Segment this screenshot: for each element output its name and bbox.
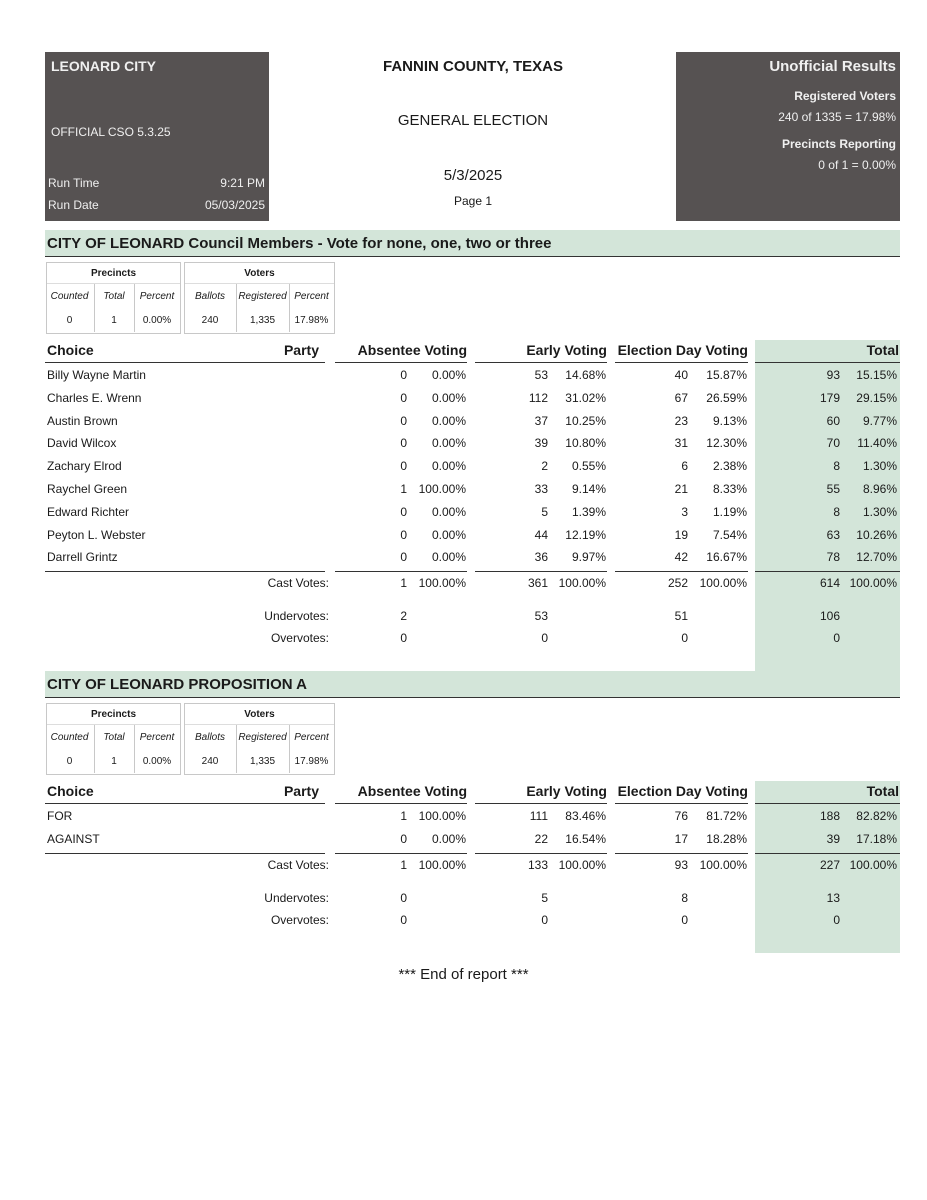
total-header: Total [866, 342, 899, 358]
cell-divider [289, 725, 290, 773]
absentee-votes: 1 [400, 809, 407, 823]
cell-divider [236, 725, 237, 773]
absentee-votes: 1 [400, 482, 407, 496]
choice-row [45, 364, 900, 386]
choice-name: Zachary Elrod [47, 459, 122, 474]
election-day-percent: 18.28% [706, 831, 747, 846]
election-day-percent: 26.59% [706, 390, 747, 405]
choice-name: Edward Richter [47, 504, 130, 519]
total-votes: 0 [833, 631, 840, 646]
cell-divider [134, 725, 135, 773]
total-votes: 39 [826, 831, 840, 846]
ballots-label: Ballots [194, 732, 225, 743]
absentee-votes: 2 [400, 609, 407, 624]
early-percent: 83.46% [565, 809, 606, 823]
early-header: Early Voting [526, 783, 607, 799]
election-day-votes: 17 [674, 831, 688, 846]
voter-turnout-percent: 17.98% [294, 756, 329, 767]
header-underline [755, 803, 900, 804]
election-day-votes: 76 [674, 809, 688, 823]
election-day-percent: 7.54% [712, 527, 747, 542]
total-percent: 29.15% [856, 390, 897, 405]
early-votes: 44 [534, 527, 548, 542]
choice-header: Choice [47, 342, 94, 358]
election-day-votes: 42 [674, 550, 688, 565]
choice-name: Darrell Grintz [47, 550, 118, 565]
ballots-label: Ballots [194, 291, 225, 302]
choice-header: Choice [47, 783, 94, 799]
election-day-percent: 1.19% [712, 504, 747, 519]
early-votes: 37 [534, 413, 548, 428]
total-votes: 188 [819, 809, 840, 823]
precincts-percent: 0.00% [142, 756, 172, 767]
header-underline [335, 362, 467, 363]
election-day-percent: 100.00% [699, 857, 747, 872]
election-day-votes: 8 [681, 890, 688, 905]
total-percent: 10.26% [856, 527, 897, 542]
election-day-votes: 3 [681, 504, 688, 519]
election-day-percent: 8.33% [712, 482, 747, 496]
results-summary-panel [676, 52, 900, 221]
early-votes: 53 [534, 609, 548, 624]
run-date-label: Run Date [48, 198, 99, 212]
absentee-votes: 0 [400, 527, 407, 542]
early-votes: 0 [541, 631, 548, 646]
page-number: Page 1 [453, 194, 493, 208]
absentee-votes: 0 [400, 550, 407, 565]
election-day-votes: 40 [674, 368, 688, 382]
precincts-total: 1 [111, 756, 117, 767]
early-percent: 1.39% [571, 504, 606, 519]
total-votes: 55 [826, 482, 840, 496]
total-percent: 8.96% [862, 482, 897, 496]
choice-row [45, 387, 900, 409]
voter-turnout-percent: 17.98% [294, 315, 329, 326]
column-header-row [45, 340, 900, 362]
election-day-percent: 9.13% [712, 413, 747, 428]
choice-name: Peyton L. Webster [47, 527, 146, 542]
total-percent: 100.00% [849, 576, 897, 591]
overvotes-row [45, 627, 900, 649]
cast-votes-row [45, 854, 900, 876]
registered-voters-label: Registered Voters [794, 89, 896, 103]
undervotes-label: Undervotes: [264, 890, 329, 905]
choice-row [45, 410, 900, 432]
election-day-percent: 100.00% [699, 576, 747, 591]
end-of-report: *** End of report *** [398, 966, 529, 983]
election-day-percent: 2.38% [712, 459, 747, 474]
total-votes: 63 [826, 527, 840, 542]
header-underline [45, 803, 325, 804]
election-day-votes: 252 [667, 576, 688, 591]
early-percent: 14.68% [565, 368, 606, 382]
early-votes: 2 [541, 459, 548, 474]
choice-name: Billy Wayne Martin [47, 368, 146, 382]
header-underline [475, 803, 607, 804]
choice-row [45, 478, 900, 500]
column-header-row [45, 781, 900, 803]
cast-votes-row [45, 572, 900, 594]
absentee-percent: 0.00% [431, 527, 466, 542]
run-date-value: 05/03/2025 [204, 198, 265, 212]
total-votes: 106 [819, 609, 840, 624]
early-votes: 5 [541, 504, 548, 519]
absentee-percent: 0.00% [431, 368, 466, 382]
absentee-votes: 0 [400, 436, 407, 451]
election-day-percent: 81.72% [706, 809, 747, 823]
absentee-percent: 0.00% [431, 413, 466, 428]
run-time-label: Run Time [48, 176, 100, 190]
undervotes-row [45, 887, 900, 909]
total-percent: 1.30% [862, 459, 897, 474]
absentee-votes: 1 [400, 576, 407, 591]
absentee-votes: 0 [400, 912, 407, 927]
absentee-votes: 0 [400, 504, 407, 519]
party-header: Party [283, 342, 319, 358]
cell-divider [236, 284, 237, 332]
absentee-percent: 100.00% [418, 809, 466, 823]
early-percent: 9.97% [571, 550, 606, 565]
percent-label: Percent [139, 291, 175, 302]
choice-row [45, 524, 900, 546]
registered-label: Registered [238, 732, 287, 743]
header-underline [45, 362, 325, 363]
election-day-votes: 67 [674, 390, 688, 405]
election-day-percent: 16.67% [706, 550, 747, 565]
party-header: Party [283, 783, 319, 799]
overvotes-label: Overvotes: [270, 912, 329, 927]
choice-row [45, 546, 900, 568]
undervotes-row [45, 605, 900, 627]
total-label: Total [103, 291, 125, 302]
total-votes: 179 [819, 390, 840, 405]
absentee-votes: 0 [400, 631, 407, 646]
absentee-votes: 0 [400, 831, 407, 846]
absentee-percent: 0.00% [431, 390, 466, 405]
choice-name: Austin Brown [47, 413, 118, 428]
total-votes: 78 [826, 550, 840, 565]
absentee-percent: 0.00% [431, 550, 466, 565]
header-underline [615, 803, 748, 804]
early-votes: 53 [534, 368, 548, 382]
early-percent: 16.54% [565, 831, 606, 846]
total-votes: 93 [826, 368, 840, 382]
run-time-value: 9:21 PM [220, 176, 265, 190]
election-date: 5/3/2025 [443, 167, 503, 184]
total-votes: 614 [819, 576, 840, 591]
undervotes-label: Undervotes: [264, 609, 329, 624]
choice-row [45, 432, 900, 454]
precincts-total: 1 [111, 315, 117, 326]
early-percent: 10.80% [565, 436, 606, 451]
header-underline [335, 803, 467, 804]
total-votes: 0 [833, 912, 840, 927]
election-day-votes: 19 [674, 527, 688, 542]
election-day-percent: 15.87% [706, 368, 747, 382]
absentee-votes: 0 [400, 368, 407, 382]
early-votes: 361 [527, 576, 548, 591]
early-header: Early Voting [526, 342, 607, 358]
early-percent: 9.14% [571, 482, 606, 496]
election-day-votes: 31 [674, 436, 688, 451]
cell-divider [94, 725, 95, 773]
counted-label: Counted [50, 291, 89, 302]
election-day-header: Election Day Voting [617, 342, 748, 358]
election-day-votes: 0 [681, 631, 688, 646]
header-underline [475, 362, 607, 363]
absentee-votes: 0 [400, 459, 407, 474]
absentee-votes: 0 [400, 413, 407, 428]
election-day-percent: 12.30% [706, 436, 747, 451]
early-votes: 39 [534, 436, 548, 451]
choice-row [45, 805, 900, 827]
header-underline [755, 362, 900, 363]
absentee-votes: 0 [400, 890, 407, 905]
total-percent: 1.30% [862, 504, 897, 519]
precincts-header: Precincts [47, 263, 180, 284]
total-percent: 12.70% [856, 550, 897, 565]
total-votes: 8 [833, 459, 840, 474]
election-title: GENERAL ELECTION [397, 112, 549, 129]
precincts-percent: 0.00% [142, 315, 172, 326]
total-votes: 227 [819, 857, 840, 872]
early-percent: 100.00% [558, 576, 606, 591]
absentee-percent: 0.00% [431, 504, 466, 519]
jurisdiction-panel [45, 52, 269, 221]
precincts-header: Precincts [47, 704, 180, 725]
cast-votes-label: Cast Votes: [267, 576, 329, 591]
counted-label: Counted [50, 732, 89, 743]
early-votes: 33 [534, 482, 548, 496]
early-votes: 36 [534, 550, 548, 565]
absentee-header: Absentee Voting [357, 783, 467, 799]
voters-header: Voters [185, 704, 334, 725]
precincts-counted: 0 [66, 756, 73, 767]
early-percent: 31.02% [565, 390, 606, 405]
cso-label: OFFICIAL CSO 5.3.25 [51, 125, 171, 139]
choice-name: David Wilcox [47, 436, 117, 451]
total-percent: 15.15% [856, 368, 897, 382]
overvotes-row [45, 909, 900, 931]
choice-name: Raychel Green [47, 482, 128, 496]
early-percent: 0.55% [571, 459, 606, 474]
total-votes: 13 [826, 890, 840, 905]
precincts-reporting-value: 0 of 1 = 0.00% [818, 158, 896, 172]
total-votes: 8 [833, 504, 840, 519]
election-day-votes: 6 [681, 459, 688, 474]
jurisdiction-name: LEONARD CITY [51, 58, 156, 74]
registered-voters: 1,335 [249, 756, 276, 767]
race-title: CITY OF LEONARD Council Members - Vote for none, one, two or three [45, 230, 900, 257]
voter-percent-label: Percent [294, 732, 329, 743]
total-percent: 9.77% [862, 413, 897, 428]
overvotes-label: Overvotes: [270, 631, 329, 646]
race-title: CITY OF LEONARD PROPOSITION A [45, 671, 900, 698]
total-header: Total [866, 783, 899, 799]
total-percent: 17.18% [856, 831, 897, 846]
early-votes: 0 [541, 912, 548, 927]
choice-name: Charles E. Wrenn [47, 390, 142, 405]
total-percent: 82.82% [856, 809, 897, 823]
early-votes: 133 [527, 857, 548, 872]
precincts-reporting-label: Precincts Reporting [781, 137, 896, 151]
voters-header: Voters [185, 263, 334, 284]
cell-divider [94, 284, 95, 332]
absentee-percent: 100.00% [418, 576, 466, 591]
election-day-header: Election Day Voting [617, 783, 748, 799]
registered-voters-value: 240 of 1335 = 17.98% [778, 110, 896, 124]
election-day-votes: 51 [674, 609, 688, 624]
voter-percent-label: Percent [294, 291, 329, 302]
early-votes: 111 [529, 809, 548, 823]
header-underline [615, 362, 748, 363]
election-day-votes: 0 [681, 912, 688, 927]
choice-row [45, 828, 900, 850]
cast-votes-label: Cast Votes: [267, 857, 329, 872]
total-votes: 60 [826, 413, 840, 428]
absentee-votes: 1 [400, 857, 407, 872]
election-day-votes: 93 [674, 857, 688, 872]
absentee-percent: 0.00% [431, 831, 466, 846]
results-title: Unofficial Results [769, 58, 896, 75]
percent-label: Percent [139, 732, 175, 743]
choice-row [45, 455, 900, 477]
total-votes: 70 [826, 436, 840, 451]
early-percent: 10.25% [565, 413, 606, 428]
election-day-votes: 21 [674, 482, 688, 496]
precincts-counted: 0 [66, 315, 73, 326]
choice-row [45, 501, 900, 523]
early-votes: 112 [528, 390, 548, 405]
cell-divider [289, 284, 290, 332]
cell-divider [134, 284, 135, 332]
early-percent: 100.00% [558, 857, 606, 872]
early-votes: 5 [541, 890, 548, 905]
absentee-votes: 0 [400, 390, 407, 405]
election-day-votes: 23 [674, 413, 688, 428]
total-label: Total [103, 732, 125, 743]
ballots-cast: 240 [201, 315, 219, 326]
county-title: FANNIN COUNTY, TEXAS [382, 58, 563, 75]
absentee-percent: 100.00% [418, 482, 466, 496]
total-percent: 100.00% [849, 857, 897, 872]
registered-label: Registered [238, 291, 287, 302]
early-percent: 12.19% [565, 527, 606, 542]
ballots-cast: 240 [201, 756, 219, 767]
registered-voters: 1,335 [249, 315, 276, 326]
choice-name: FOR [47, 809, 73, 823]
choice-name: AGAINST [47, 831, 100, 846]
absentee-header: Absentee Voting [357, 342, 467, 358]
absentee-percent: 0.00% [431, 436, 466, 451]
early-votes: 22 [534, 831, 548, 846]
absentee-percent: 0.00% [431, 459, 466, 474]
absentee-percent: 100.00% [418, 857, 466, 872]
total-percent: 11.40% [857, 436, 897, 451]
